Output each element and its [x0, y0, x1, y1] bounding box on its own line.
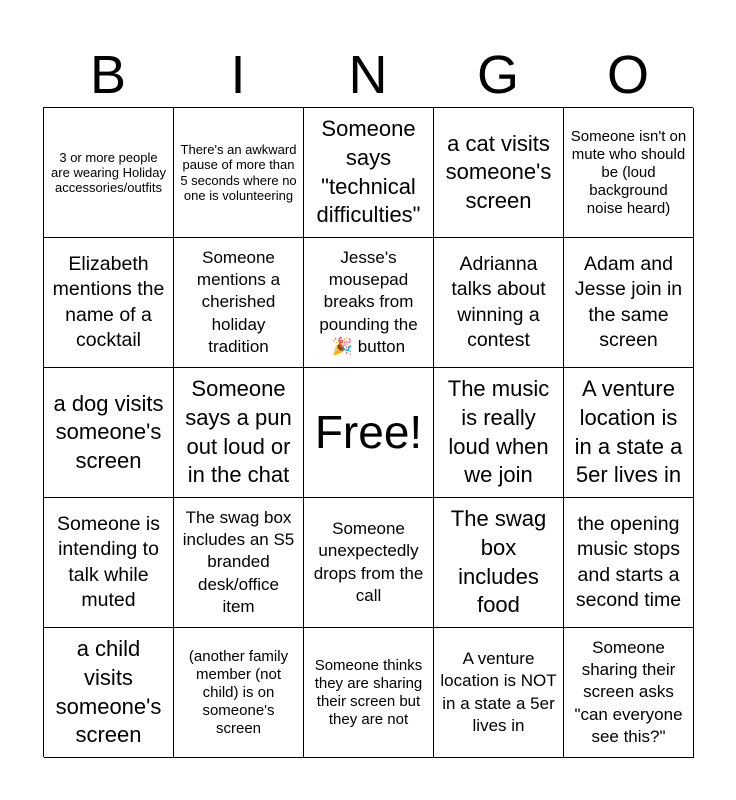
header-letter-n: N: [348, 45, 388, 105]
bingo-cell[interactable]: 3 or more people are wearing Holiday accessories/outfits: [44, 108, 174, 238]
bingo-cell[interactable]: A venture location is NOT in a state a 5er lives in: [434, 628, 564, 758]
bingo-cell[interactable]: Someone says "technical difficulties": [304, 108, 434, 238]
bingo-cell[interactable]: The swag box includes food: [434, 498, 564, 628]
bingo-cell[interactable]: a child visits someone's screen: [44, 628, 174, 758]
bingo-cell[interactable]: Someone thinks they are sharing their screen but they are not: [304, 628, 434, 758]
bingo-cell[interactable]: A venture location is in a state a 5er lives in: [564, 368, 694, 498]
bingo-cell[interactable]: Someone says a pun out loud or in the chat: [174, 368, 304, 498]
header-letter-i: I: [230, 45, 246, 105]
bingo-cell[interactable]: a dog visits someone's screen: [44, 368, 174, 498]
bingo-cell[interactable]: The swag box includes an S5 branded desk/office item: [174, 498, 304, 628]
bingo-header: [43, 44, 693, 106]
bingo-card: [43, 107, 693, 757]
free-space-cell[interactable]: Free!: [304, 368, 434, 498]
header-letter-b: B: [89, 45, 127, 105]
bingo-cell[interactable]: the opening music stops and starts a second time: [564, 498, 694, 628]
bingo-cell[interactable]: Jesse's mousepad breaks from pounding the 🎉 button: [304, 238, 434, 368]
bingo-cell[interactable]: Someone is intending to talk while muted: [44, 498, 174, 628]
bingo-cell[interactable]: Someone sharing their screen asks "can everyone see this?": [564, 628, 694, 758]
header-letter-o: O: [606, 45, 649, 105]
bingo-cell[interactable]: (another family member (not child) is on someone's screen: [174, 628, 304, 758]
header-letter-g: G: [476, 45, 519, 105]
bingo-cell[interactable]: Someone unexpectedly drops from the call: [304, 498, 434, 628]
bingo-cell[interactable]: Adam and Jesse join in the same screen: [564, 238, 694, 368]
bingo-cell[interactable]: Someone isn't on mute who should be (loud background noise heard): [564, 108, 694, 238]
bingo-cell[interactable]: Someone mentions a cherished holiday tradition: [174, 238, 304, 368]
bingo-cell[interactable]: Adrianna talks about winning a contest: [434, 238, 564, 368]
bingo-cell[interactable]: There's an awkward pause of more than 5 seconds where no one is volunteering: [174, 108, 304, 238]
bingo-cell[interactable]: The music is really loud when we join: [434, 368, 564, 498]
bingo-cell[interactable]: a cat visits someone's screen: [434, 108, 564, 238]
bingo-cell[interactable]: Elizabeth mentions the name of a cocktail: [44, 238, 174, 368]
